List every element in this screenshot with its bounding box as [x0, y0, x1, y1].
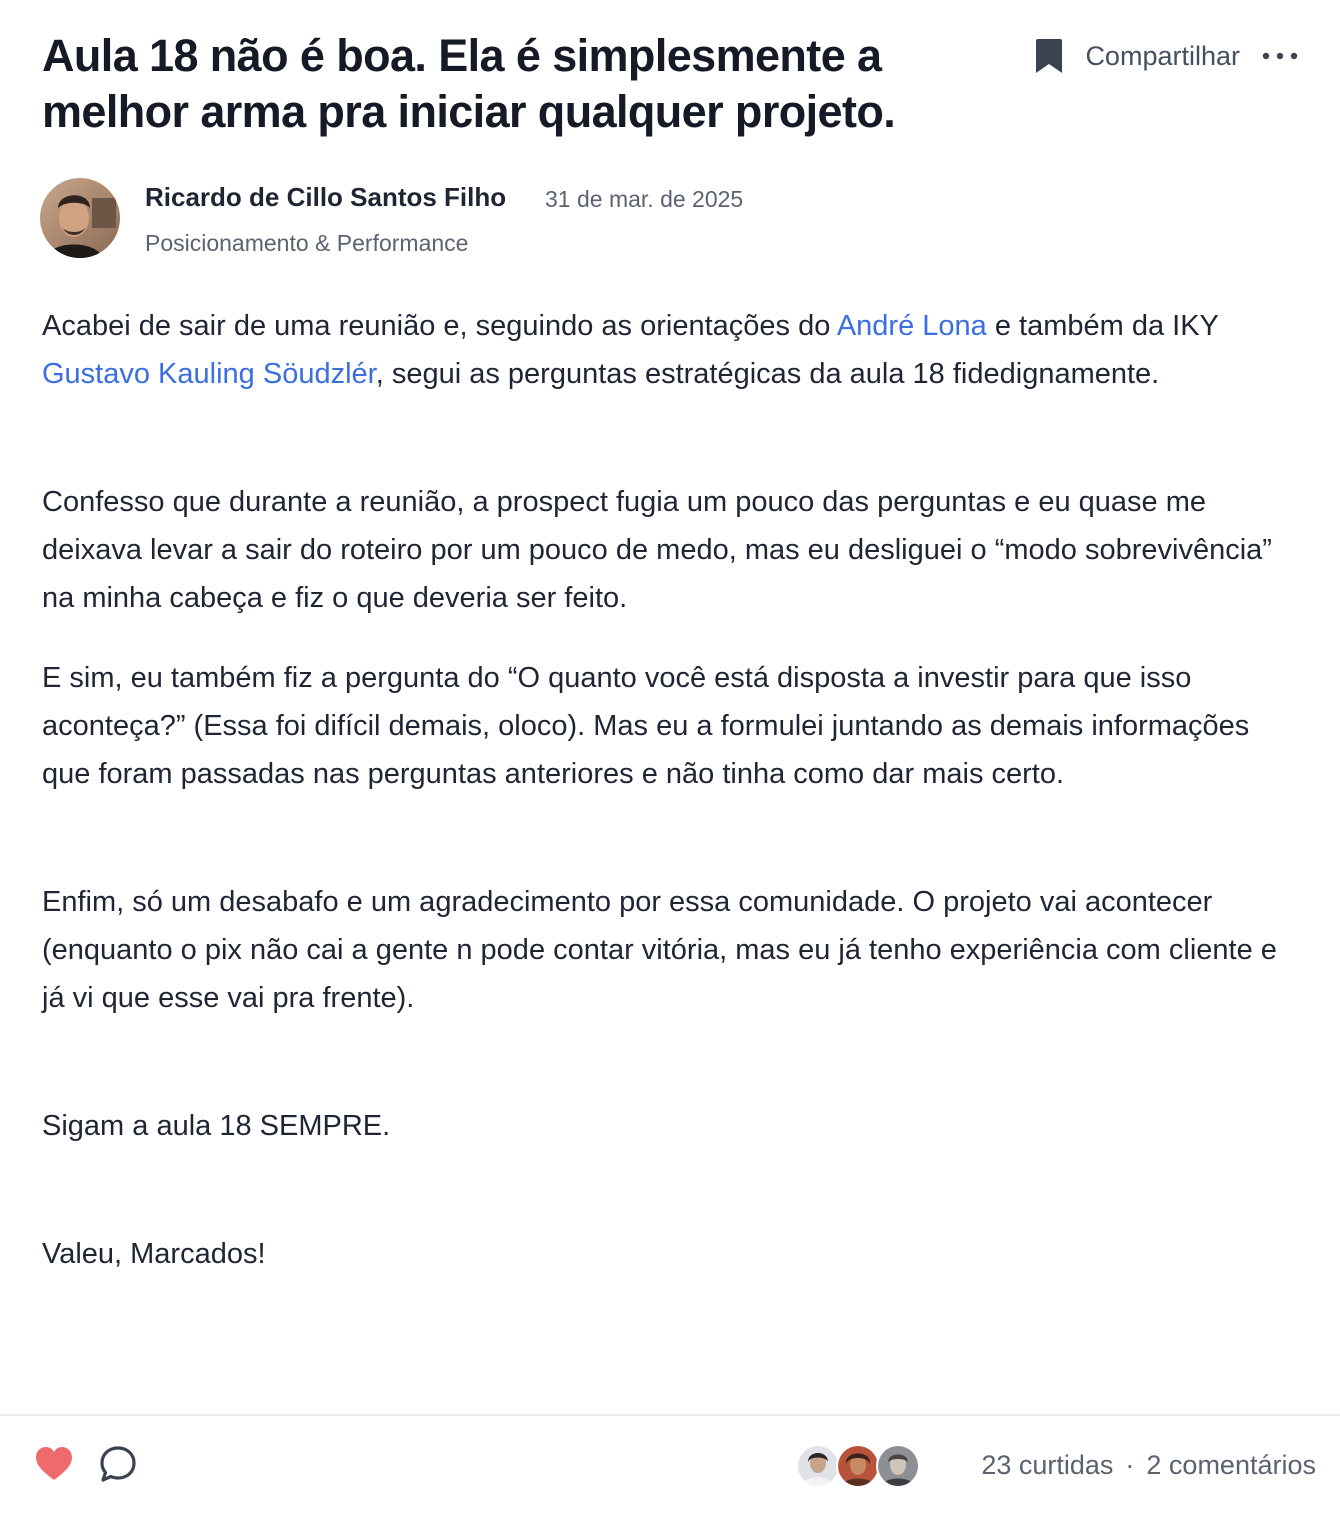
- author-name[interactable]: Ricardo de Cillo Santos Filho: [145, 182, 507, 212]
- paragraph-2: Confesso que durante a reunião, a prospect fugia um pouco das perguntas e eu quase me deixava levar a sair do roteiro por um pouco de medo, mas eu desliguei o “modo sobrevivência” na minha cabeça e fiz o que deveria ser feito.: [42, 486, 1272, 614]
- more-horizontal-icon: [1262, 51, 1298, 61]
- post-date: 31 de mar. de 2025: [545, 186, 744, 212]
- paragraph-1-text-b: e também da IKY: [986, 310, 1219, 342]
- author-avatar[interactable]: [40, 178, 120, 258]
- author-avatar-image: [40, 178, 120, 258]
- post-title: Aula 18 não é boa. Ela é simplesmente a melhor arma pra iniciar qualquer projeto.: [42, 30, 896, 137]
- like-button[interactable]: [34, 1444, 74, 1484]
- paragraph-4: Enfim, só um desabafo e um agradecimento por essa comunidade. O projeto vai acontecer (enquanto o pix não cai a gente n pode contar vitória, mas eu já tenho experiência com cliente e já vi que esse vai pra frente).: [42, 886, 1277, 1014]
- share-button[interactable]: Compartilhar: [1085, 41, 1240, 71]
- mention-gustavo-kauling[interactable]: Gustavo Kauling Söudzlér: [42, 358, 376, 390]
- post-stats: [981, 1446, 1316, 1484]
- paragraph-1: [42, 302, 1304, 398]
- post-body: [42, 302, 1304, 1278]
- post-actions: [1031, 32, 1298, 80]
- bookmark-button[interactable]: [1031, 34, 1067, 78]
- author-block: [40, 176, 940, 260]
- paragraph-1-text-c: , segui as perguntas estratégicas da aula 18 fidedignamente.: [375, 358, 1160, 390]
- paragraph-3: E sim, eu também fiz a pergunta do “O quanto você está disposta a investir para que isso aconteça?” (Essa foi difícil demais, oloco). Mas eu a formulei juntando as demais informações que foram passadas nas perguntas anteriores e não tinha como dar mais certo.: [42, 662, 1250, 790]
- comment-button[interactable]: [98, 1444, 138, 1484]
- stats-separator: ·: [1125, 1450, 1135, 1480]
- post-footer: [0, 1416, 1340, 1518]
- paragraph-5: Sigam a aula 18 SEMPRE.: [42, 1110, 391, 1142]
- post-header: [42, 28, 1298, 148]
- post-category[interactable]: Posicionamento & Performance: [145, 230, 469, 256]
- liker-avatar-image: [878, 1446, 918, 1486]
- comment-bubble-icon: [98, 1444, 138, 1484]
- likes-count[interactable]: 23 curtidas: [981, 1450, 1114, 1480]
- paragraph-1-text-a: Acabei de sair de uma reunião e, seguindo as orientações do: [42, 310, 837, 342]
- liker-avatar-image: [798, 1446, 838, 1486]
- likers-avatars[interactable]: [796, 1444, 926, 1486]
- mention-andre-lona[interactable]: André Lona: [836, 310, 987, 342]
- heart-icon: [34, 1444, 74, 1484]
- liker-avatar[interactable]: [836, 1444, 880, 1488]
- liker-avatar[interactable]: [876, 1444, 920, 1488]
- more-options-button[interactable]: [1262, 34, 1298, 78]
- bookmark-icon: [1035, 38, 1063, 74]
- comments-count[interactable]: 2 comentários: [1146, 1450, 1316, 1480]
- liker-avatar-image: [838, 1446, 878, 1486]
- paragraph-6: Valeu, Marcados!: [42, 1238, 266, 1270]
- liker-avatar[interactable]: [796, 1444, 840, 1488]
